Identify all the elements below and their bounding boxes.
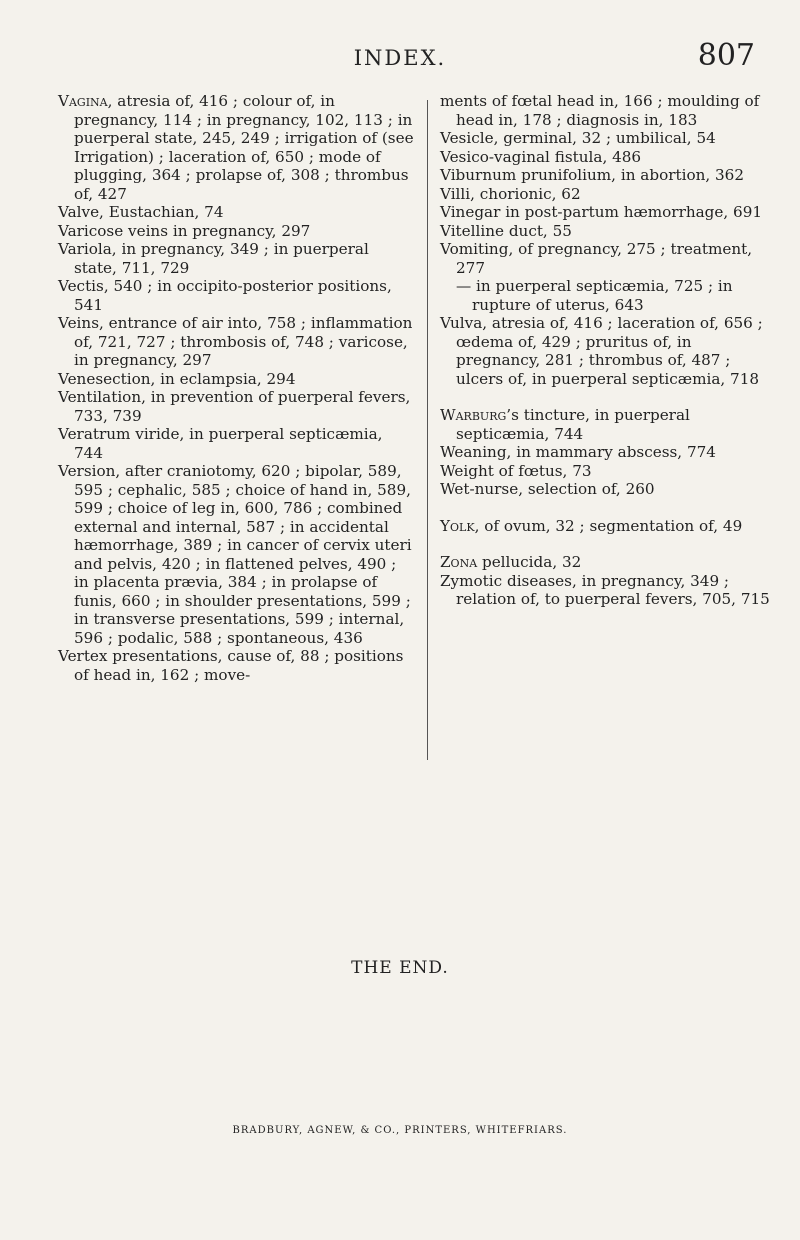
index-entry-text: Zymotic diseases, in pregnancy, 349 ; relation of, to puerperal fevers, 705, 715: [440, 571, 770, 608]
index-entry: [440, 443, 772, 462]
index-entry: [58, 314, 415, 370]
index-entry: [58, 647, 415, 684]
page-header: [0, 38, 800, 78]
printer-imprint: BRADBURY, AGNEW, & CO., PRINTERS, WHITEFRIARS.: [232, 1125, 568, 1136]
index-entry: [440, 277, 772, 314]
index-entry: [440, 462, 772, 481]
section-gap: [440, 535, 772, 553]
index-entry-text: Venesection, in eclampsia, 294: [58, 369, 296, 388]
index-entry-text: Variola, in pregnancy, 349 ; in puerperal state, 711, 729: [58, 240, 369, 277]
index-entry-text: Vectis, 540 ; in occipito-posterior positions, 541: [58, 277, 392, 314]
index-entry: [440, 222, 772, 241]
index-entry: [58, 240, 415, 277]
the-end-text: THE END.: [351, 958, 449, 978]
index-entry: [440, 203, 772, 222]
index-entry-text: Villi, chorionic, 62: [440, 184, 581, 203]
index-entry: [58, 370, 415, 389]
index-entry: [58, 277, 415, 314]
index-entry: [440, 517, 772, 536]
index-entry-text: Vertex presentations, cause of, 88 ; positions of head in, 162 ; move-: [58, 647, 404, 684]
index-entry-text: , atresia of, 416 ; colour of, in pregnancy, 114 ; in pregnancy, 102, 113 ; in puerperal state, 245, 249 ; irrigation of (see Irrigation) ; laceration of, 650 ; mode of plugging, 364 ; prolapse of, 308 ; thrombus of, 427: [74, 92, 414, 203]
index-entry-text: Version, after craniotomy, 620 ; bipolar, 589, 595 ; cephalic, 585 ; choice of hand in, 589, 599 ; choice of leg in, 600, 786 ; combined external and internal, 587 ; in accidental hæmorrhage, 389 ; in cancer of cervix uteri and pelvis, 420 ; in flattened pelves, 490 ; in placenta prævia, 384 ; in prolapse of funis, 660 ; in shoulder presentations, 599 ; in transverse presentations, 599 ; internal, 596 ; podalic, 588 ; spontaneous, 436: [58, 462, 412, 647]
index-entry-heading: Vagina: [58, 92, 108, 110]
index-entry-text: Vitelline duct, 55: [440, 221, 572, 240]
index-entry: [440, 553, 772, 572]
page-number: 807: [697, 38, 755, 73]
index-entry-heading: Warburg: [440, 406, 507, 424]
index-entry: [58, 203, 415, 222]
index-entry: [440, 92, 772, 129]
index-entry: [440, 240, 772, 277]
index-entry-text: ’s tincture, in puerperal septicæmia, 744: [456, 406, 690, 443]
index-entry-text: Viburnum prunifolium, in abortion, 362: [440, 166, 745, 184]
index-entry: [58, 222, 415, 241]
index-entry: [440, 572, 772, 609]
index-entry-text: Vulva, atresia of, 416 ; laceration of, 656 ; œdema of, 429 ; pruritus of, in pregnancy, 281 ; thrombus of, 487 ; ulcers of, in puerperal septicæmia, 718: [440, 314, 763, 388]
index-entry: [440, 406, 772, 443]
index-entry: [440, 314, 772, 388]
index-entry-text: — in puerperal septicæmia, 725 ; in rupture of uterus, 643: [456, 277, 733, 314]
index-entry-heading: Yolk: [440, 516, 475, 535]
index-entry-text: Vinegar in post-partum hæmorrhage, 691: [440, 203, 763, 221]
index-entry-text: Valve, Eustachian, 74: [58, 203, 224, 221]
index-entry-text: Weaning, in mammary abscess, 774: [440, 443, 716, 461]
index-entry-text: Varicose veins in pregnancy, 297: [58, 221, 311, 240]
section-gap: [440, 499, 772, 517]
index-entry: [58, 388, 415, 425]
index-entry: [440, 129, 772, 148]
index-entry-text: Ventilation, in prevention of puerperal fevers, 733, 739: [58, 388, 411, 425]
index-entry-text: Vomiting, of pregnancy, 275 ; treatment, 277: [440, 240, 753, 277]
index-entry: [440, 185, 772, 204]
index-entry-text: Veratrum viride, in puerperal septicæmia, 744: [58, 425, 383, 462]
index-entry-text: Wet-nurse, selection of, 260: [440, 480, 655, 498]
index-entry-text: Weight of fœtus, 73: [440, 461, 592, 480]
index-entry-text: , of ovum, 32 ; segmentation of, 49: [474, 516, 743, 535]
index-entry-text: ments of fœtal head in, 166 ; moulding of head in, 178 ; diagnosis in, 183: [440, 92, 760, 129]
section-gap: [440, 388, 772, 406]
index-column-left: [58, 92, 415, 684]
index-entry-text: Vesico-vaginal fistula, 486: [440, 147, 642, 166]
index-entry-text: Veins, entrance of air into, 758 ; inflammation of, 721, 727 ; thrombosis of, 748 ; varicose, in pregnancy, 297: [58, 314, 413, 369]
index-entry: [58, 425, 415, 462]
index-entry: [58, 92, 415, 203]
index-entry-heading: Zona: [440, 553, 478, 571]
column-divider: [427, 100, 428, 760]
index-entry: [440, 480, 772, 499]
index-entry: [440, 166, 772, 185]
index-entry: [58, 462, 415, 647]
page-title: INDEX.: [353, 46, 447, 70]
index-entry-text: pellucida, 32: [477, 553, 582, 571]
index-entry-text: Vesicle, germinal, 32 ; umbilical, 54: [440, 129, 716, 147]
index-column-right: [440, 92, 772, 609]
index-entry: [440, 148, 772, 167]
